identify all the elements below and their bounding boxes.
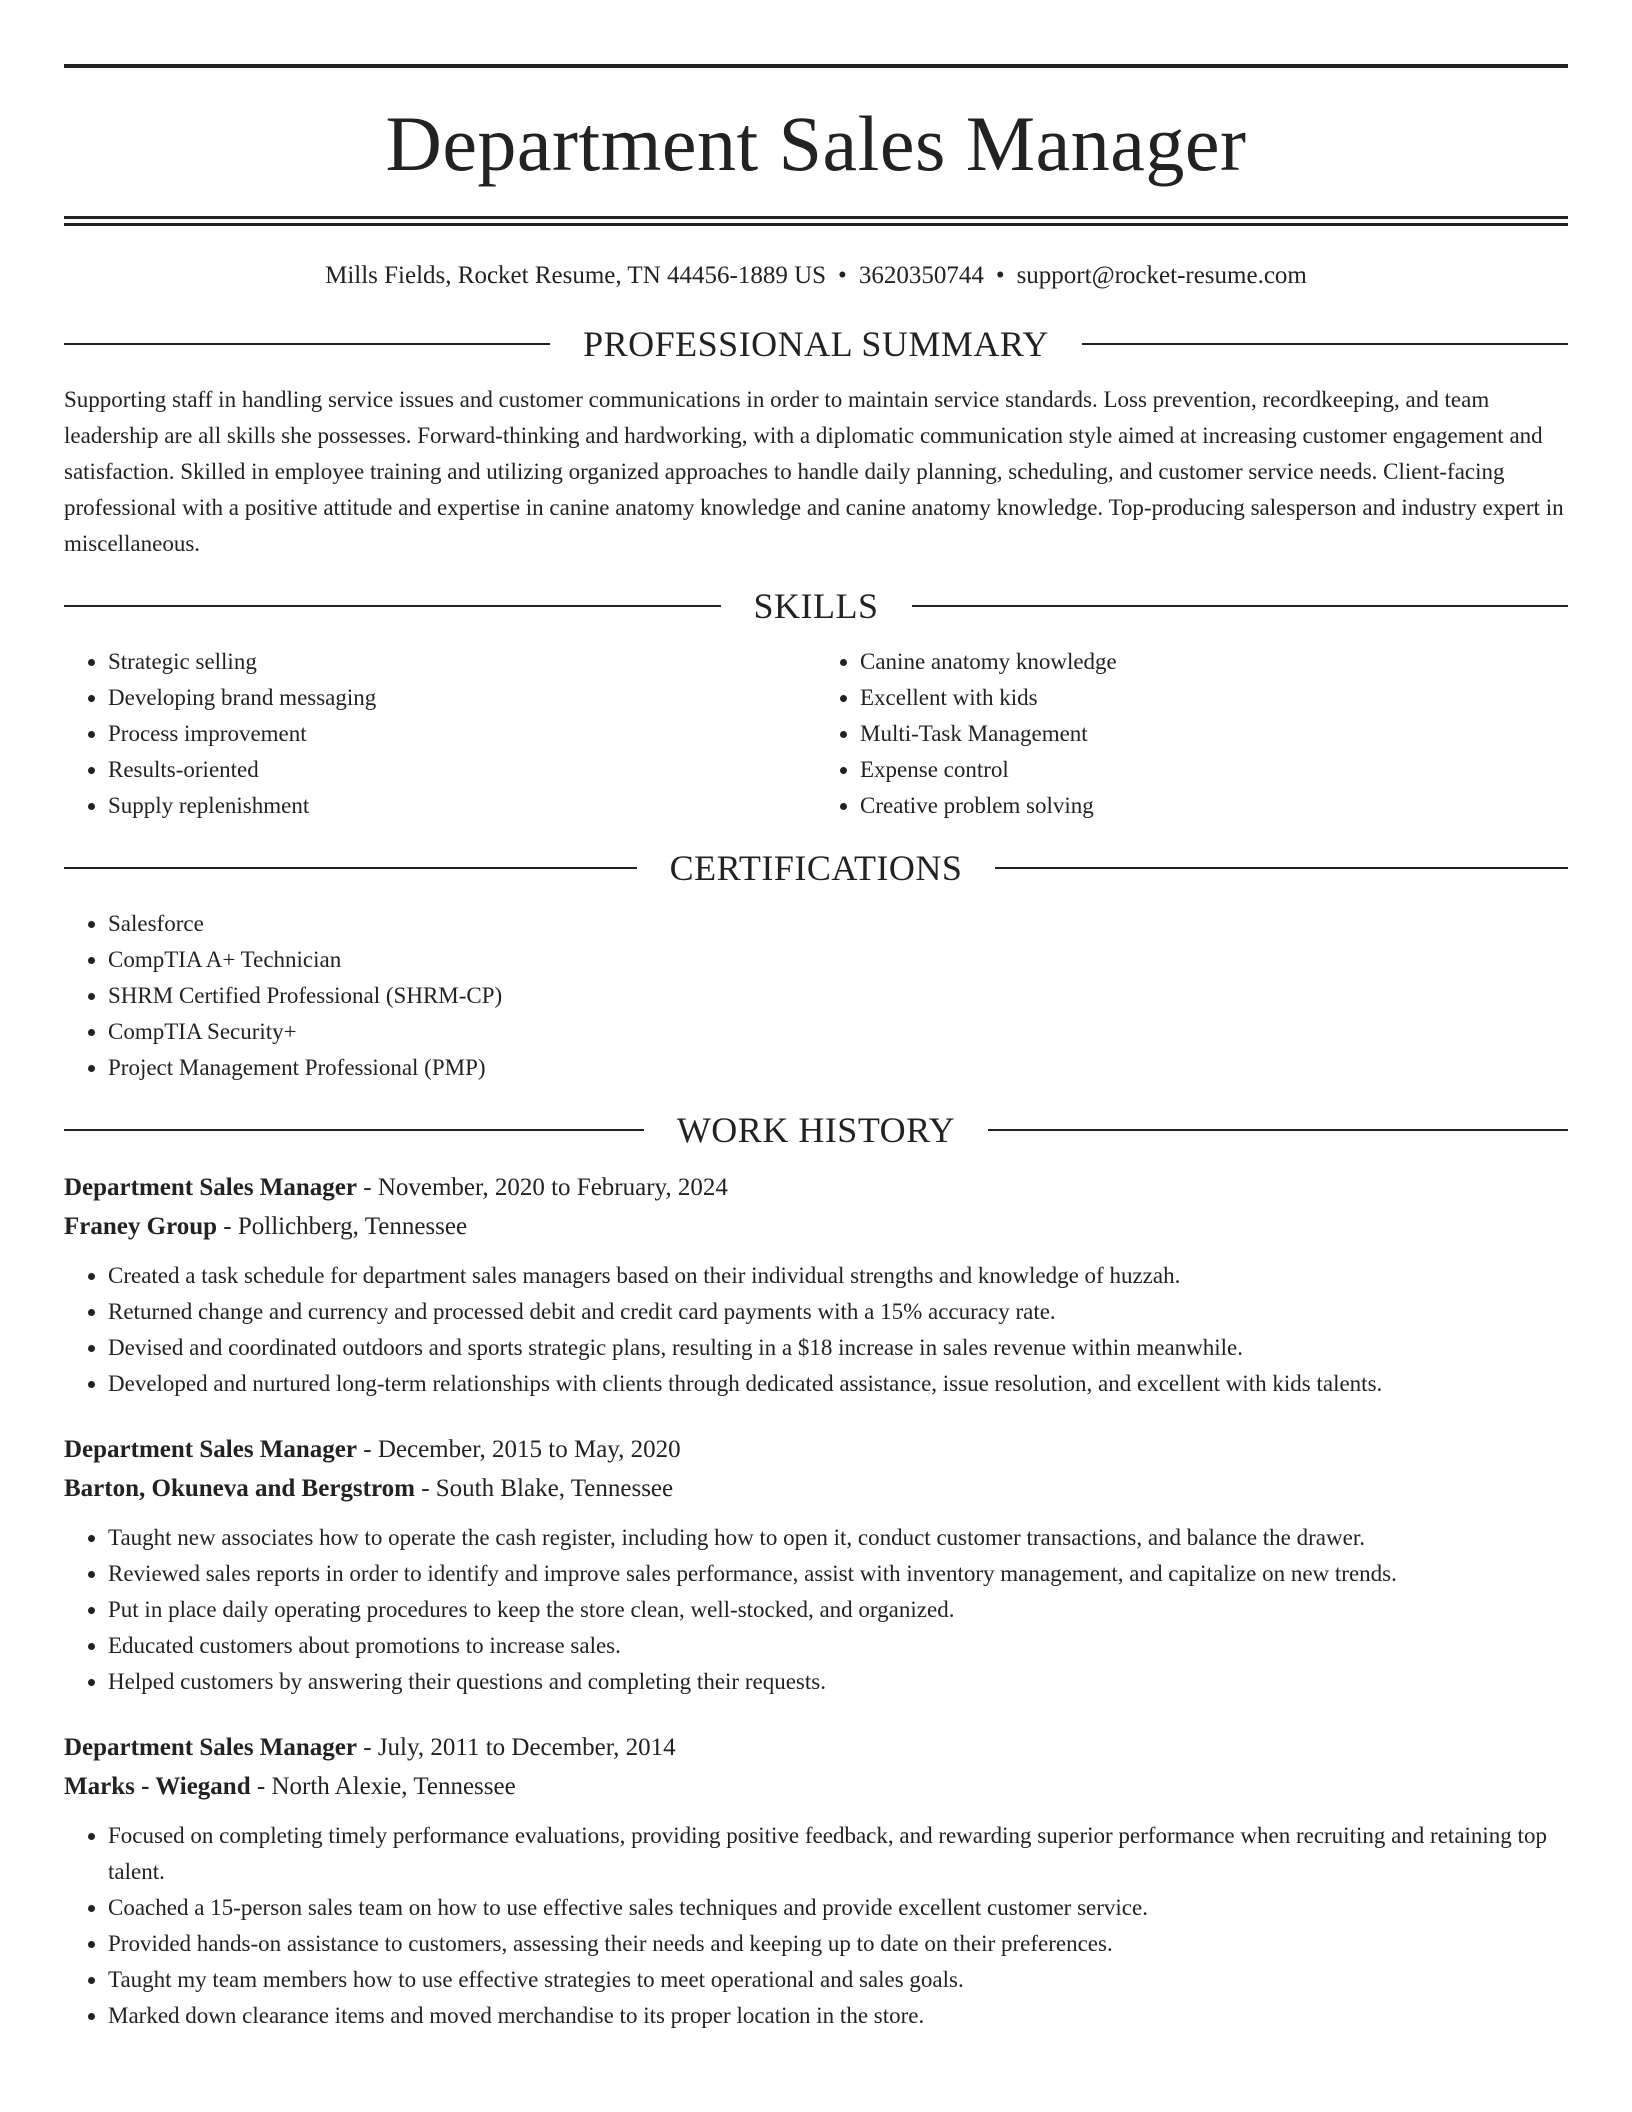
heading-rule xyxy=(64,605,721,607)
job-bullet: • Created a task schedule for department sales managers based on their individual strengths and knowledge of huzzah. xyxy=(108,1258,1568,1294)
heading-rule xyxy=(912,605,1569,607)
certification-item: • Salesforce xyxy=(108,906,1568,942)
heading-rule xyxy=(1082,343,1568,345)
job-company-line: Franey Group - Pollichberg, Tennessee xyxy=(64,1213,468,1240)
job-title-line: Department Sales Manager - December, 2015 to May, 2020 xyxy=(64,1436,681,1463)
contact-separator: • xyxy=(995,262,1005,289)
job-bullet: • Provided hands-on assistance to customers, assessing their needs and keeping up to date on their preferences. xyxy=(108,1926,1568,1962)
job-bullet: • Developed and nurtured long-term relationships with clients through dedicated assistance, issue resolution, and excellent with kids talents. xyxy=(108,1366,1568,1402)
certification-item: • CompTIA A+ Technician xyxy=(108,942,1568,978)
top-rule xyxy=(64,64,1568,68)
job-bullet: • Put in place daily operating procedures to keep the store clean, well-stocked, and organized. xyxy=(108,1592,1568,1628)
certification-item: • Project Management Professional (PMP) xyxy=(108,1050,1568,1086)
skill-item: • Developing brand messaging xyxy=(108,680,816,716)
job-company: Barton, Okuneva and Bergstrom xyxy=(64,1475,415,1502)
job-bullet: • Taught my team members how to use effective strategies to meet operational and sales goals. xyxy=(108,1962,1568,1998)
job-bullets xyxy=(64,1520,1568,1700)
heading-rule xyxy=(64,867,637,869)
job-dates: December, 2015 to May, 2020 xyxy=(377,1436,681,1463)
summary-heading: PROFESSIONAL SUMMARY xyxy=(583,324,1049,364)
job-location: South Blake, Tennessee xyxy=(435,1475,674,1502)
job-entry xyxy=(64,1728,1568,2034)
job-title-line: Department Sales Manager - July, 2011 to December, 2014 xyxy=(64,1734,676,1761)
certification-item: • SHRM Certified Professional (SHRM-CP) xyxy=(108,978,1568,1014)
heading-rule xyxy=(64,1129,644,1131)
skill-item: • Strategic selling xyxy=(108,644,816,680)
skill-item: • Canine anatomy knowledge xyxy=(860,644,1568,680)
job-entry xyxy=(64,1168,1568,1402)
contact-line xyxy=(64,260,1568,292)
contact-phone: 3620350744 xyxy=(858,262,984,289)
job-dates: July, 2011 to December, 2014 xyxy=(377,1734,676,1761)
skills-heading: SKILLS xyxy=(753,586,879,626)
skill-item: • Process improvement xyxy=(108,716,816,752)
job-bullet: • Returned change and currency and processed debit and credit card payments with a 15% accuracy rate. xyxy=(108,1294,1568,1330)
job-bullet: • Helped customers by answering their questions and completing their requests. xyxy=(108,1664,1568,1700)
work-history-heading-row xyxy=(64,1108,1568,1152)
skills-column-left xyxy=(64,644,816,824)
job-title: Department Sales Manager xyxy=(64,1174,357,1201)
skill-item: • Excellent with kids xyxy=(860,680,1568,716)
job-company-line: Barton, Okuneva and Bergstrom - South Blake, Tennessee xyxy=(64,1475,674,1502)
job-bullet: • Coached a 15-person sales team on how to use effective sales techniques and provide excellent customer service. xyxy=(108,1890,1568,1926)
job-bullet: • Focused on completing timely performance evaluations, providing positive feedback, and rewarding superior performance when recruiting and retaining top talent. xyxy=(108,1818,1568,1890)
contact-email: support@rocket-resume.com xyxy=(1016,262,1307,289)
skills-list xyxy=(64,644,1568,824)
skills-column-right xyxy=(816,644,1568,824)
summary-heading-row xyxy=(64,322,1568,366)
job-location: North Alexie, Tennessee xyxy=(271,1773,516,1800)
job-bullets xyxy=(64,1818,1568,2034)
skill-item: • Creative problem solving xyxy=(860,788,1568,824)
certifications-heading-row xyxy=(64,846,1568,890)
certifications-heading: CERTIFICATIONS xyxy=(669,848,963,888)
heading-rule xyxy=(64,343,550,345)
job-entry xyxy=(64,1430,1568,1700)
skills-heading-row xyxy=(64,584,1568,628)
job-bullet: • Taught new associates how to operate the cash register, including how to open it, conduct customer transactions, and balance the drawer. xyxy=(108,1520,1568,1556)
contact-address: Mills Fields, Rocket Resume, TN 44456-1889 US xyxy=(325,262,827,289)
job-company-line: Marks - Wiegand - North Alexie, Tennessee xyxy=(64,1773,516,1800)
job-title-line: Department Sales Manager - November, 2020 to February, 2024 xyxy=(64,1174,728,1201)
summary-text: Supporting staff in handling service issues and customer communications in order to maintain service standards. Loss prevention, recordkeeping, and team leadership are all skills she possesses. Forward-thinking and hardworking, with a diplomatic communication style aimed at increasing customer engagement and satisfaction. Skilled in employee training and utilizing organized approaches to handle daily planning, scheduling, and customer service needs. Client-facing professional with a positive attitude and expertise in canine anatomy knowledge and canine anatomy knowledge. Top-producing salesperson and industry expert in miscellaneous. xyxy=(64,387,1564,556)
certification-item: • CompTIA Security+ xyxy=(108,1014,1568,1050)
job-title: Department Sales Manager xyxy=(64,1734,357,1761)
skill-item: • Supply replenishment xyxy=(108,788,816,824)
contact-separator: • xyxy=(838,262,847,289)
job-bullets xyxy=(64,1258,1568,1402)
skill-item: • Multi-Task Management xyxy=(860,716,1568,752)
job-bullet: • Marked down clearance items and moved merchandise to its proper location in the store. xyxy=(108,1998,1568,2034)
title-double-rule xyxy=(64,216,1568,226)
skill-item: • Results-oriented xyxy=(108,752,816,788)
job-company: Franey Group xyxy=(64,1213,218,1240)
job-company: Marks - Wiegand xyxy=(64,1773,251,1800)
resume-title: Department Sales Manager xyxy=(385,100,1247,187)
job-dates: November, 2020 to February, 2024 xyxy=(377,1174,728,1201)
job-bullet: • Educated customers about promotions to increase sales. xyxy=(108,1628,1568,1664)
skill-item: • Expense control xyxy=(860,752,1568,788)
heading-rule xyxy=(995,867,1568,869)
job-title: Department Sales Manager xyxy=(64,1436,357,1463)
heading-rule xyxy=(988,1129,1568,1131)
certifications-list xyxy=(64,906,1568,1086)
job-location: Pollichberg, Tennessee xyxy=(237,1213,468,1240)
work-history-heading: WORK HISTORY xyxy=(676,1110,956,1150)
job-bullet: • Devised and coordinated outdoors and sports strategic plans, resulting in a $18 increase in sales revenue within meanwhile. xyxy=(108,1330,1568,1366)
job-bullet: • Reviewed sales reports in order to identify and improve sales performance, assist with inventory management, and capitalize on new trends. xyxy=(108,1556,1568,1592)
